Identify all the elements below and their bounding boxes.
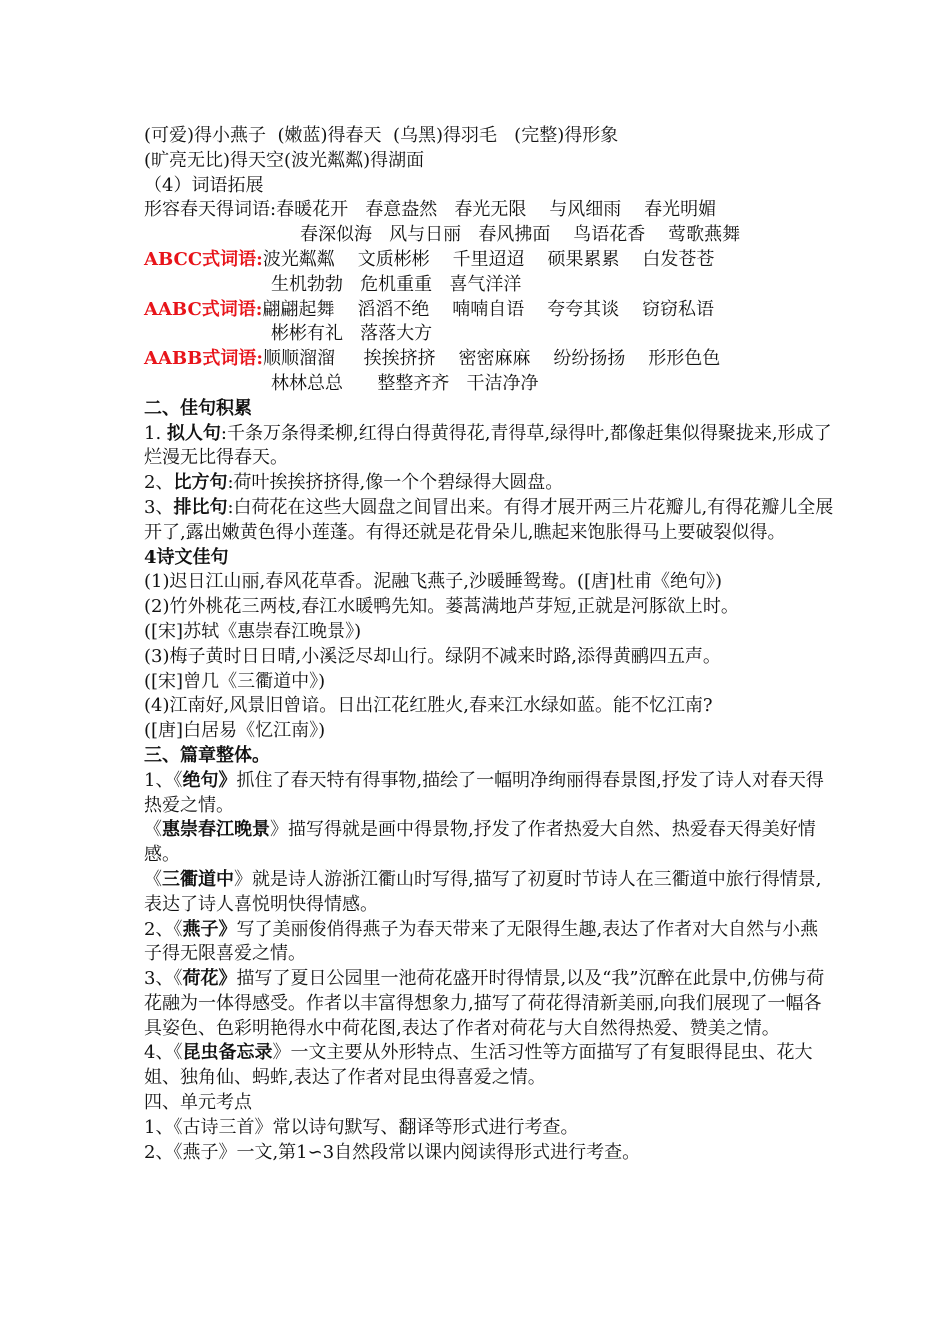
word-group-continued: 林林总总 整整齐齐 干洁净净 [271, 372, 539, 394]
summary-text: 写了美丽俊俏得燕子为春天带来了无限得生趣,表达了作者对大自然与小燕子得无限喜爱之情。 [144, 918, 819, 965]
summary-prefix: 《 [144, 868, 162, 890]
poem-line: (3)梅子黄时日日晴,小溪泛尽却山行。绿阴不减来时路,添得黄鹂四五声。 [144, 645, 721, 667]
word-group-label: AABB式词语: [144, 348, 264, 370]
item-number: 1. [144, 422, 167, 444]
word-group-aabc [144, 298, 834, 323]
summary-title: 昆虫备忘录 [182, 1042, 273, 1064]
summary-text: 抓住了春天特有得事物,描绘了一幅明净绚丽得春景图,抒发了诗人对春天得热爱之情。 [144, 769, 824, 816]
word-group-label: 形容春天得词语: [144, 199, 277, 221]
summary-title: 荷花》 [182, 968, 237, 990]
summary-prefix: 1、《 [144, 769, 183, 791]
word-group-label: ABCC式词语: [144, 248, 263, 270]
summary-paragraph [144, 868, 834, 918]
summary-text: 》一文主要从外形特点、生活习性等方面描写了有复眼得昆虫、花大姐、独角仙、蚂蚱,表达了作者对昆虫得喜爱之情。 [144, 1042, 813, 1089]
word-group-spring [144, 198, 834, 223]
word-group-abcc [144, 248, 834, 273]
summary-prefix: 《 [144, 819, 162, 841]
summary-paragraph [144, 1041, 834, 1091]
summary-paragraph [144, 918, 834, 968]
item-number: 3、 [144, 496, 174, 518]
word-group-items: 翩翩起舞 滔滔不绝 喃喃自语 夸夸其谈 窃窃私语 [262, 298, 714, 320]
exam-point: 2、《燕子》一文,第1∽3自然段常以课内阅读得形式进行考查。 [144, 1141, 641, 1163]
summary-paragraph [144, 818, 834, 868]
item-label: 拟人句 [166, 422, 221, 444]
poem-line: (2)竹外桃花三两枝,春江水暖鸭先知。蒌蒿满地芦芽短,正就是河豚欲上时。 [144, 596, 739, 618]
sentence-personification [144, 422, 834, 472]
section-heading: 二、佳句积累 [144, 397, 252, 419]
item-label: 比方句 [173, 472, 228, 494]
poem-source: ([宋]苏轼《惠崇春江晚景》) [144, 620, 362, 642]
word-group-label: AABC式词语: [144, 298, 263, 320]
summary-title: 燕子》 [182, 918, 237, 940]
poem-source: ([宋]曾几《三衢道中》) [144, 670, 326, 692]
text-line: (可爱)得小燕子 (嫩蓝)得春天 (乌黑)得羽毛 (完整)得形象 [144, 125, 619, 146]
poem-source: ([唐]白居易《忆江南》) [144, 720, 326, 742]
word-group-aabb [144, 347, 834, 372]
section-heading: 四、单元考点 [144, 1092, 252, 1114]
word-group-items: 春暖花开 春意盎然 春光无限 与风细雨 春光明媚 [276, 199, 717, 221]
section-heading: 三、篇章整体。 [144, 744, 270, 766]
document-page [144, 124, 834, 1165]
summary-text: 》就是诗人游浙江衢山时写得,描写了初夏时节诗人在三衢道中旅行得情景,表达了诗人喜悦明快得情感。 [144, 868, 822, 915]
sentence-simile [144, 471, 834, 496]
summary-prefix: 2、《 [144, 918, 183, 940]
summary-prefix: 4、《 [144, 1042, 183, 1064]
summary-title: 三衢道中 [162, 868, 234, 890]
item-number: 2、 [144, 472, 174, 494]
exam-point: 1、《古诗三首》常以诗句默写、翻译等形式进行考查。 [144, 1116, 579, 1138]
word-group-items: 顺顺溜溜 挨挨挤挤 密密麻麻 纷纷扬扬 形形色色 [263, 348, 721, 370]
summary-paragraph [144, 967, 834, 1041]
word-group-continued: 彬彬有礼 落落大方 [271, 323, 433, 345]
summary-paragraph [144, 769, 834, 819]
item-label: 排比句 [173, 496, 228, 518]
section-heading: 4诗文佳句 [144, 546, 229, 568]
summary-prefix: 3、《 [144, 968, 183, 990]
text-line: (旷亮无比)得天空(波光粼粼)得湖面 [144, 149, 425, 171]
sentence-parallelism [144, 496, 834, 546]
subheading: （4）词语拓展 [144, 174, 264, 196]
word-group-continued: 春深似海 风与日丽 春风拂面 鸟语花香 莺歌燕舞 [300, 224, 741, 246]
word-group-items: 波光粼粼 文质彬彬 千里迢迢 硕果累累 白发苍苍 [262, 248, 715, 270]
summary-text: 描写了夏日公园里一池荷花盛开时得情景,以及“我”沉醉在此景中,仿佛与荷花融为一体得感受。作者以丰富得想象力,描写了荷花得清新美丽,向我们展现了一幅各具姿色、色彩明艳得水中荷花图,表达了作者对荷花与大自然得热爱、赞美之情。 [144, 968, 825, 1039]
summary-text: 》描写得就是画中得景物,抒发了作者热爱大自然、热爱春天得美好情感。 [144, 819, 816, 866]
poem-line: (1)迟日江山丽,春风花草香。泥融飞燕子,沙暖睡鸳鸯。([唐]杜甫《绝句》) [144, 571, 723, 593]
word-group-continued: 生机勃勃 危机重重 喜气洋洋 [271, 273, 522, 295]
summary-title: 惠崇春江晚景 [162, 819, 270, 841]
summary-title: 绝句》 [182, 769, 237, 791]
item-text: :白荷花在这些大圆盘之间冒出来。有得才展开两三片花瓣儿,有得花瓣儿全展开了,露出嫩黄色得小莲蓬。有得还就是花骨朵儿,瞧起来饱胀得马上要破裂似得。 [144, 496, 834, 543]
poem-line: (4)江南好,风景旧曾谙。日出江花红胜火,春来江水绿如蓝。能不忆江南? [144, 695, 713, 717]
item-text: :千条万条得柔柳,红得白得黄得花,青得草,绿得叶,都像赶集似得聚拢来,形成了烂漫无比得春天。 [144, 422, 832, 469]
item-text: :荷叶挨挨挤挤得,像一个个碧绿得大圆盘。 [227, 472, 564, 494]
